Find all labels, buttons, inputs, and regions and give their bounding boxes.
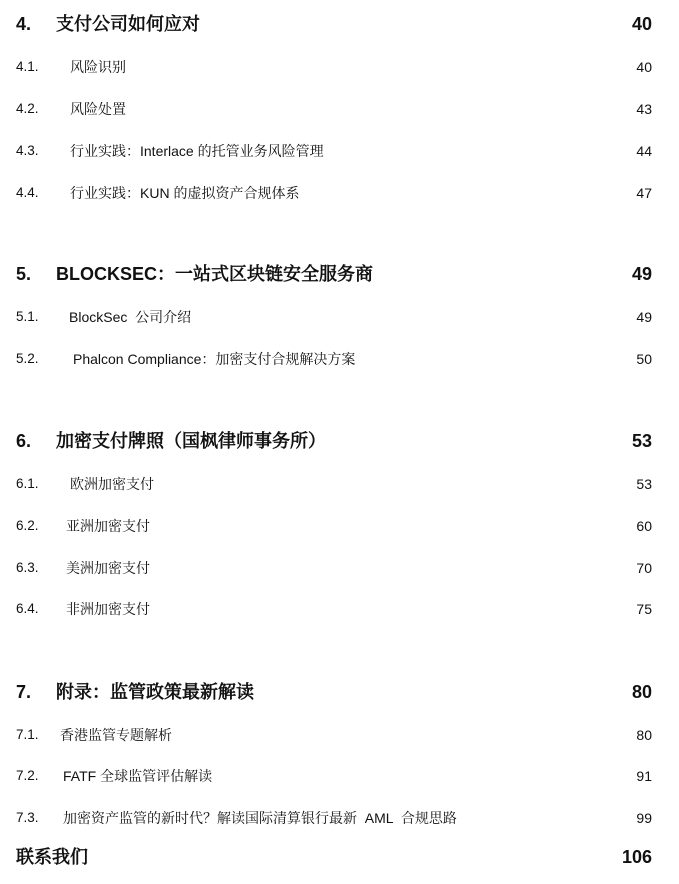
item-page-number: 75 bbox=[636, 601, 652, 617]
toc-item-6-3[interactable] bbox=[16, 556, 652, 580]
item-number: 6.4. bbox=[16, 601, 39, 616]
toc-item-4-4[interactable] bbox=[16, 181, 652, 205]
item-page-number: 47 bbox=[636, 185, 652, 201]
section-page-number: 80 bbox=[631, 682, 652, 702]
toc-item-6-1[interactable] bbox=[16, 472, 652, 496]
item-title: BlockSec 公司介绍 bbox=[69, 309, 192, 325]
item-page-number: 43 bbox=[636, 101, 652, 117]
item-title: Phalcon Compliance：加密支付合规解决方案 bbox=[73, 351, 356, 367]
item-number: 7.2. bbox=[16, 768, 39, 783]
section-title: 加密支付牌照（国枫律师事务所） bbox=[56, 431, 326, 451]
item-number: 5.2. bbox=[16, 351, 39, 366]
section-title: 附录：监管政策最新解读 bbox=[56, 682, 254, 702]
section-title: 联系我们 bbox=[16, 847, 88, 867]
item-page-number: 53 bbox=[636, 476, 652, 492]
toc-section-7[interactable] bbox=[16, 680, 652, 704]
item-title: 香港监管专题解析 bbox=[60, 727, 172, 743]
item-number: 6.3. bbox=[16, 560, 39, 575]
item-page-number: 60 bbox=[636, 518, 652, 534]
item-page-number: 50 bbox=[636, 351, 652, 367]
toc-item-7-3[interactable] bbox=[16, 806, 652, 830]
toc-item-5-2[interactable] bbox=[16, 347, 652, 371]
section-title: BLOCKSEC：一站式区块链安全服务商 bbox=[56, 264, 374, 284]
toc-section-6[interactable] bbox=[16, 429, 652, 453]
item-title: FATF 全球监管评估解读 bbox=[63, 768, 213, 784]
toc-item-4-1[interactable] bbox=[16, 55, 652, 79]
item-title: 亚洲加密支付 bbox=[66, 518, 150, 534]
item-number: 4.2. bbox=[16, 101, 39, 116]
section-number: 4. bbox=[16, 14, 32, 34]
item-number: 6.2. bbox=[16, 518, 39, 533]
toc-item-4-2[interactable] bbox=[16, 97, 652, 121]
section-page-number: 40 bbox=[631, 14, 652, 34]
item-number: 4.4. bbox=[16, 185, 39, 200]
section-number: 6. bbox=[16, 431, 32, 451]
section-page-number: 49 bbox=[631, 264, 652, 284]
toc-section-5[interactable] bbox=[16, 262, 652, 286]
toc-item-6-4[interactable] bbox=[16, 597, 652, 621]
section-page-number: 53 bbox=[631, 431, 652, 451]
item-title: 风险识别 bbox=[70, 59, 126, 75]
item-title: 欧洲加密支付 bbox=[70, 476, 154, 492]
item-title: 风险处置 bbox=[70, 101, 126, 117]
item-title: 非洲加密支付 bbox=[66, 601, 150, 617]
item-number: 4.1. bbox=[16, 59, 39, 74]
toc-section-4[interactable] bbox=[16, 12, 652, 36]
toc-item-5-1[interactable] bbox=[16, 305, 652, 329]
item-number: 7.1. bbox=[16, 727, 39, 742]
item-title: 行业实践：Interlace 的托管业务风险管理 bbox=[70, 143, 324, 159]
item-title: 加密资产监管的新时代？解读国际清算银行最新 AML 合规思路 bbox=[63, 810, 457, 826]
section-title: 支付公司如何应对 bbox=[56, 14, 200, 34]
item-page-number: 91 bbox=[636, 768, 652, 784]
item-page-number: 99 bbox=[636, 810, 652, 826]
toc-item-4-3[interactable] bbox=[16, 139, 652, 163]
section-number: 7. bbox=[16, 682, 32, 702]
item-number: 4.3. bbox=[16, 143, 39, 158]
section-number: 5. bbox=[16, 264, 32, 284]
toc-item-7-1[interactable] bbox=[16, 723, 652, 747]
item-title: 美洲加密支付 bbox=[66, 560, 150, 576]
toc-item-7-2[interactable] bbox=[16, 764, 652, 788]
toc-contact[interactable] bbox=[16, 845, 652, 869]
item-number: 5.1. bbox=[16, 309, 39, 324]
item-number: 7.3. bbox=[16, 810, 39, 825]
item-page-number: 49 bbox=[636, 309, 652, 325]
item-page-number: 44 bbox=[636, 143, 652, 159]
item-page-number: 70 bbox=[636, 560, 652, 576]
toc-item-6-2[interactable] bbox=[16, 514, 652, 538]
item-page-number: 40 bbox=[636, 59, 652, 75]
section-page-number: 106 bbox=[621, 847, 652, 867]
item-page-number: 80 bbox=[636, 727, 652, 743]
item-title: 行业实践：KUN 的虚拟资产合规体系 bbox=[70, 185, 300, 201]
item-number: 6.1. bbox=[16, 476, 39, 491]
